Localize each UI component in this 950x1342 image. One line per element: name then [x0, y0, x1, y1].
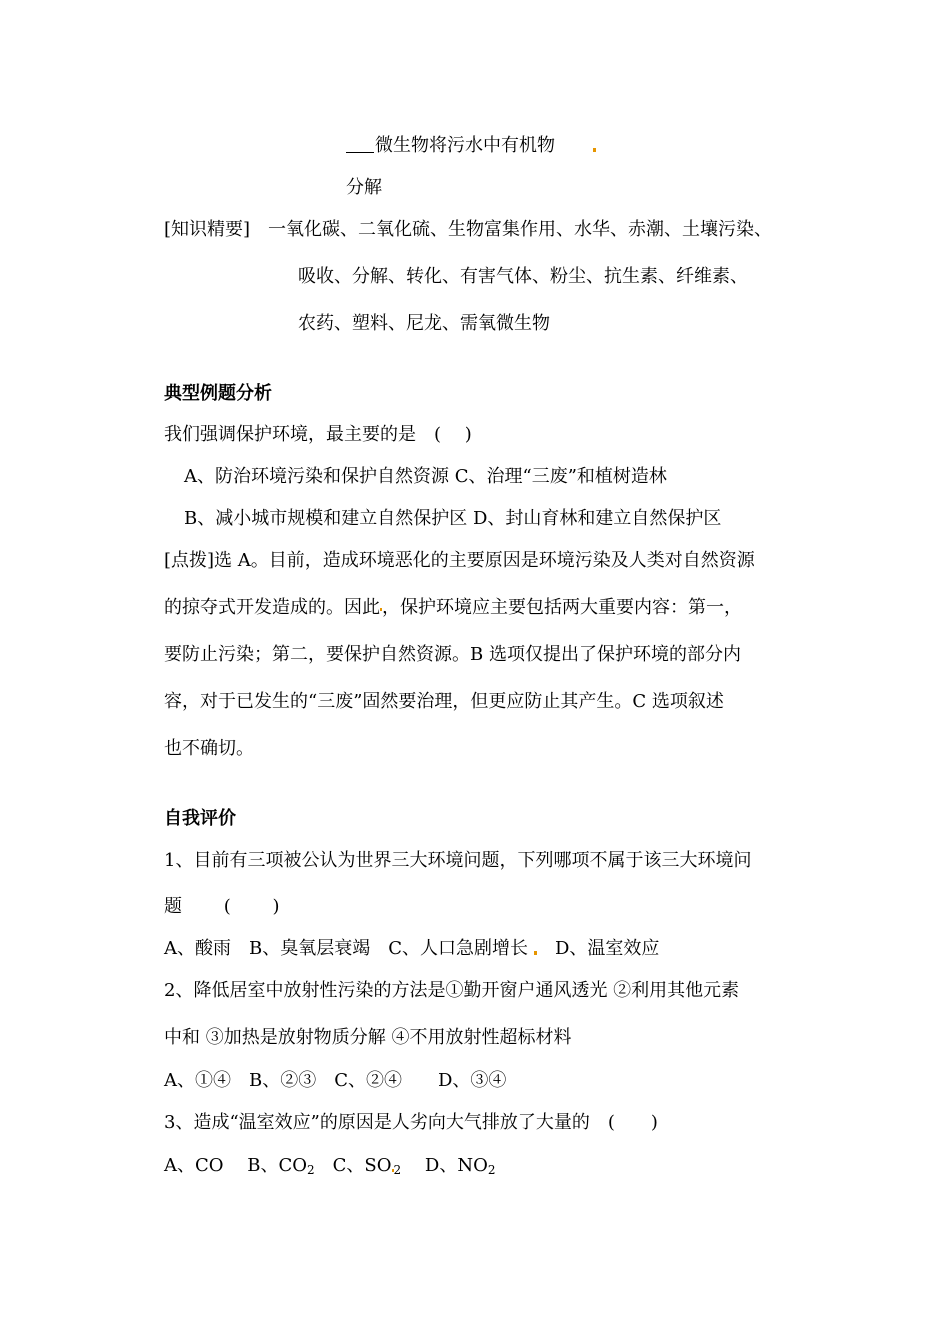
question-1-line-1: 1、目前有三项被公认为世界三大环境问题，下列哪项不属于该三大环境问 — [164, 850, 752, 871]
top-line-2: 分解 — [346, 177, 382, 198]
question-3-options: A、CO B、$CO_2$ C、SO $_2$ D、$NO_2$ — [164, 1155, 496, 1177]
mark-dot — [593, 148, 596, 152]
knowledge-tag: [知识精要] — [164, 219, 251, 240]
knowledge-row-3: 农药、塑料、尼龙、需氧微生物 — [298, 313, 550, 334]
example-question: 我们强调保护环境，最主要的是 ( ) — [164, 424, 472, 445]
question-1-line-2: 题 ( ) — [164, 896, 280, 917]
hint-line-3: 要防止污染；第二，要保护自然资源。B 选项仅提出了保护环境的部分内 — [164, 644, 741, 665]
example-options-a-c: A、防治环境污染和保护自然资源 C、治理“三废”和植树造林 — [184, 466, 667, 487]
hint-line-4: 容，对于已发生的“三废”固然要治理，但更应防止其产生。C 选项叙述 — [164, 691, 724, 712]
example-heading: 典型例题分析 — [164, 383, 272, 404]
self-eval-heading: 自我评价 — [164, 808, 236, 829]
question-2-line-1: 2、降低居室中放射性污染的方法是①勤开窗户通风透光 ②利用其他元素 — [164, 980, 740, 1001]
question-1-options: A、酸雨 B、臭氧层衰竭 C、人口急剧增长 D、温室效应 — [164, 938, 660, 959]
hint-line-2: 的掠夺式开发造成的。因此 ，保护环境应主要包括两大重要内容：第一， — [164, 597, 742, 618]
question-2-options: A、①④ B、②③ C、②④ D、③④ — [164, 1070, 507, 1091]
question-3: 3、造成“温室效应”的原因是人劣向大气排放了大量的 ( ) — [164, 1112, 658, 1133]
answer-blank — [346, 134, 374, 153]
example-options-b-d: B、减小城市规模和建立自然保护区 D、封山育林和建立自然保护区 — [184, 508, 722, 529]
hint-line-5: 也不确切。 — [164, 738, 254, 759]
question-2-line-2: 中和 ③加热是放射物质分解 ④不用放射性超标材料 — [164, 1027, 572, 1048]
knowledge-row-2: 吸收、分解、转化、有害气体、粉尘、抗生素、纤维素、 — [298, 266, 748, 287]
hint-line-1: [点拨]选 A。目前，造成环境恶化的主要原因是环境污染及人类对自然资源 — [164, 550, 755, 571]
top-line-1: 微生物将污水中有机物 — [346, 134, 596, 158]
knowledge-row-1: 一氧化碳、二氧化硫、生物富集作用、水华、赤潮、土壤污染、 — [268, 219, 772, 240]
